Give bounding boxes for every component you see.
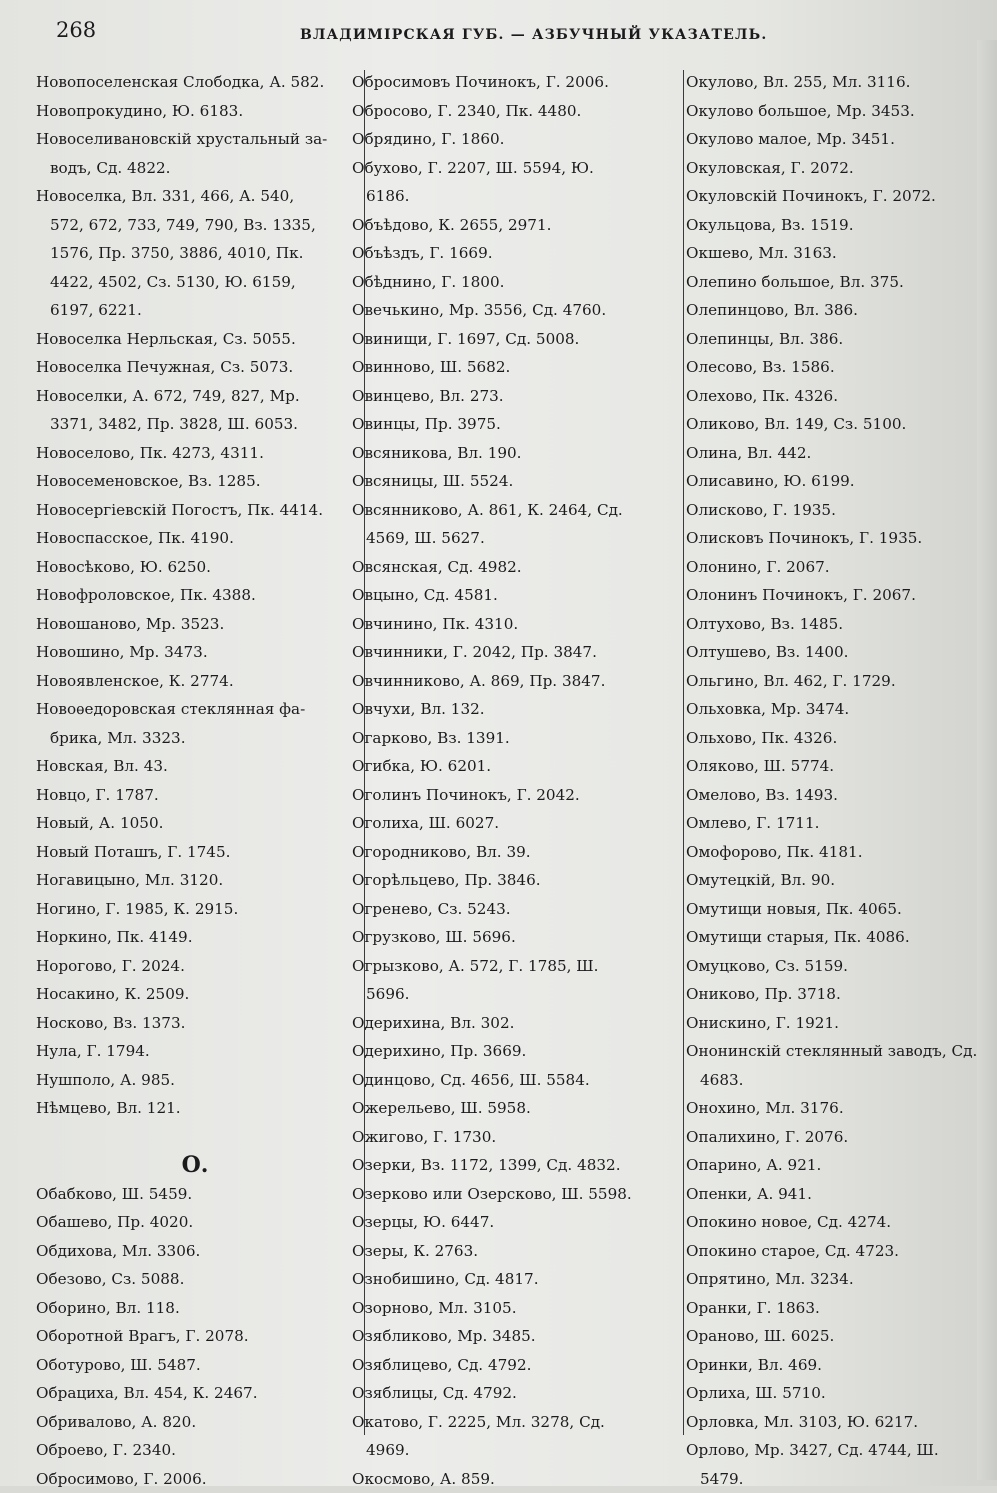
index-entry: Омлево, Г. 1711.: [686, 809, 982, 838]
index-entry: Новосергіевскій Погостъ, Пк. 4414.: [36, 496, 354, 525]
index-entry: Новоѳедоровская стеклянная фа-: [36, 695, 354, 724]
index-entry: Новская, Вл. 43.: [36, 752, 354, 781]
index-entry: Озорново, Мл. 3105.: [352, 1294, 674, 1323]
index-entry: Омофорово, Пк. 4181.: [686, 838, 982, 867]
index-entry: Олесово, Вз. 1586.: [686, 353, 982, 382]
index-entry: Ожерельево, Ш. 5958.: [352, 1094, 674, 1123]
index-entry: Одерихина, Вл. 302.: [352, 1009, 674, 1038]
index-entry: Норкино, Пк. 4149.: [36, 923, 354, 952]
index-entry: Опарино, А. 921.: [686, 1151, 982, 1180]
index-entry: Олехово, Пк. 4326.: [686, 382, 982, 411]
index-entry: Огрызково, А. 572, Г. 1785, Ш.: [352, 952, 674, 981]
index-entry: Объѣдово, К. 2655, 2971.: [352, 211, 674, 240]
index-entry: Олонинъ Починокъ, Г. 2067.: [686, 581, 982, 610]
index-entry: Овинцево, Вл. 273.: [352, 382, 674, 411]
index-entry: Нула, Г. 1794.: [36, 1037, 354, 1066]
running-title: ВЛАДИМІРСКАЯ ГУБ. — АЗБУЧНЫЙ УКАЗАТЕЛЬ.: [300, 27, 767, 43]
index-entry-continuation: 572, 672, 733, 749, 790, Вз. 1335,: [36, 211, 354, 240]
index-entry-continuation: 4969.: [352, 1436, 674, 1465]
index-entry: Окульцова, Вз. 1519.: [686, 211, 982, 240]
index-entry: Овсяникова, Вл. 190.: [352, 439, 674, 468]
index-entry: Окшево, Мл. 3163.: [686, 239, 982, 268]
index-entry: Озерково или Озерсково, Ш. 5598.: [352, 1180, 674, 1209]
index-entry-continuation: 1576, Пр. 3750, 3886, 4010, Пк.: [36, 239, 354, 268]
index-entry: Опрятино, Мл. 3234.: [686, 1265, 982, 1294]
index-entry: Оборотной Врагъ, Г. 2078.: [36, 1322, 354, 1351]
index-entry: Оляково, Ш. 5774.: [686, 752, 982, 781]
index-entry: Ногавицыно, Мл. 3120.: [36, 866, 354, 895]
index-entry: Овчинники, Г. 2042, Пр. 3847.: [352, 638, 674, 667]
index-entry: Олепинцы, Вл. 386.: [686, 325, 982, 354]
column-rule: [683, 70, 684, 1435]
page-header: [0, 14, 997, 54]
index-entry-continuation: водъ, Сд. 4822.: [36, 154, 354, 183]
index-entry: Ожигово, Г. 1730.: [352, 1123, 674, 1152]
index-entry: Омуцково, Сз. 5159.: [686, 952, 982, 981]
index-entry: Орлиха, Ш. 5710.: [686, 1379, 982, 1408]
index-entry: Нушполо, А. 985.: [36, 1066, 354, 1095]
index-entry: Овинново, Ш. 5682.: [352, 353, 674, 382]
index-entry: Обросово, Г. 2340, Пк. 4480.: [352, 97, 674, 126]
index-entry: Орловка, Мл. 3103, Ю. 6217.: [686, 1408, 982, 1437]
index-column-2: [352, 68, 674, 1493]
index-entry-continuation: 4422, 4502, Сз. 5130, Ю. 6159,: [36, 268, 354, 297]
index-entry: Овчухи, Вл. 132.: [352, 695, 674, 724]
index-entry: Озяблицево, Сд. 4792.: [352, 1351, 674, 1380]
index-column-1: [36, 68, 354, 1493]
index-entry: Новопрокудино, Ю. 6183.: [36, 97, 354, 126]
index-entry: Олисковъ Починокъ, Г. 1935.: [686, 524, 982, 553]
index-entry: Ольгино, Вл. 462, Г. 1729.: [686, 667, 982, 696]
index-entry: Окуловская, Г. 2072.: [686, 154, 982, 183]
index-entry: Обухово, Г. 2207, Ш. 5594, Ю.: [352, 154, 674, 183]
index-entry: Окосмово, А. 859.: [352, 1465, 674, 1493]
index-entry: Объѣздъ, Г. 1669.: [352, 239, 674, 268]
index-entry: Опокино новое, Сд. 4274.: [686, 1208, 982, 1237]
index-entry: Олтушево, Вз. 1400.: [686, 638, 982, 667]
page-number: 268: [56, 18, 96, 42]
index-entry: Овинцы, Пр. 3975.: [352, 410, 674, 439]
index-entry: Олонино, Г. 2067.: [686, 553, 982, 582]
index-entry: Озерцы, Ю. 6447.: [352, 1208, 674, 1237]
index-entry: Ононинскій стеклянный заводъ, Сд.: [686, 1037, 982, 1066]
index-entry: Обашево, Пр. 4020.: [36, 1208, 354, 1237]
index-entry: Озяблицы, Сд. 4792.: [352, 1379, 674, 1408]
index-entry: Новосеменовское, Вз. 1285.: [36, 467, 354, 496]
index-entry: Новоявленское, К. 2774.: [36, 667, 354, 696]
index-entry-continuation: 5696.: [352, 980, 674, 1009]
index-entry: Обдихова, Мл. 3306.: [36, 1237, 354, 1266]
index-entry: Обросимовъ Починокъ, Г. 2006.: [352, 68, 674, 97]
index-entry: Огорѣльцево, Пр. 3846.: [352, 866, 674, 895]
index-entry: Обезово, Сз. 5088.: [36, 1265, 354, 1294]
index-entry: Опокино старое, Сд. 4723.: [686, 1237, 982, 1266]
index-entry: Овинищи, Г. 1697, Сд. 5008.: [352, 325, 674, 354]
index-entry: Новоселивановскій хрустальный за-: [36, 125, 354, 154]
index-entry: Орлово, Мр. 3427, Сд. 4744, Ш.: [686, 1436, 982, 1465]
index-entry: Новый Поташъ, Г. 1745.: [36, 838, 354, 867]
index-entry: Обрядино, Г. 1860.: [352, 125, 674, 154]
index-entry-continuation: 5479.: [686, 1465, 982, 1493]
index-entry: Новопоселенская Слободка, А. 582.: [36, 68, 354, 97]
index-entry: Одинцово, Сд. 4656, Ш. 5584.: [352, 1066, 674, 1095]
index-entry: Огарково, Вз. 1391.: [352, 724, 674, 753]
index-entry: Олина, Вл. 442.: [686, 439, 982, 468]
index-entry: Оботурово, Ш. 5487.: [36, 1351, 354, 1380]
index-entry: Носакино, К. 2509.: [36, 980, 354, 1009]
index-entry: Новоселка Печужная, Сз. 5073.: [36, 353, 354, 382]
index-entry: Олтухово, Вз. 1485.: [686, 610, 982, 639]
index-entry: Омутищи новыя, Пк. 4065.: [686, 895, 982, 924]
index-column-3: [686, 68, 982, 1493]
index-entry: Обривалово, А. 820.: [36, 1408, 354, 1437]
index-entry: Олепино большое, Вл. 375.: [686, 268, 982, 297]
index-entry: Омутецкій, Вл. 90.: [686, 866, 982, 895]
index-entry: Новоселово, Пк. 4273, 4311.: [36, 439, 354, 468]
index-entry: Новосѣково, Ю. 6250.: [36, 553, 354, 582]
index-entry: Оринки, Вл. 469.: [686, 1351, 982, 1380]
index-entry: Ногино, Г. 1985, К. 2915.: [36, 895, 354, 924]
index-entry: Овсяницы, Ш. 5524.: [352, 467, 674, 496]
index-entry: Огородниково, Вл. 39.: [352, 838, 674, 867]
index-entry: Омелово, Вз. 1493.: [686, 781, 982, 810]
index-entry: Новошаново, Мр. 3523.: [36, 610, 354, 639]
section-letter: О.: [36, 1151, 354, 1180]
index-entry: Новоселка Нерльская, Сз. 5055.: [36, 325, 354, 354]
index-entry-continuation: 4569, Ш. 5627.: [352, 524, 674, 553]
index-entry-continuation: 6197, 6221.: [36, 296, 354, 325]
index-entry: Омутищи старыя, Пк. 4086.: [686, 923, 982, 952]
index-entry: Овчинниково, А. 869, Пр. 3847.: [352, 667, 674, 696]
index-entry-continuation: 4683.: [686, 1066, 982, 1095]
index-entry: Ораново, Ш. 6025.: [686, 1322, 982, 1351]
index-entry: Огибка, Ю. 6201.: [352, 752, 674, 781]
index-entry: Оголинъ Починокъ, Г. 2042.: [352, 781, 674, 810]
index-entry: Ольховка, Мр. 3474.: [686, 695, 982, 724]
index-entry: Норогово, Г. 2024.: [36, 952, 354, 981]
index-entry: Овечькино, Мр. 3556, Сд. 4760.: [352, 296, 674, 325]
index-entry: Овчинино, Пк. 4310.: [352, 610, 674, 639]
index-entry: Овцыно, Сд. 4581.: [352, 581, 674, 610]
index-entry: Новоселка, Вл. 331, 466, А. 540,: [36, 182, 354, 211]
index-entry: Обрациха, Вл. 454, К. 2467.: [36, 1379, 354, 1408]
index-entry: Оликово, Вл. 149, Сз. 5100.: [686, 410, 982, 439]
index-entry: Озеры, К. 2763.: [352, 1237, 674, 1266]
index-entry: Озябликово, Мр. 3485.: [352, 1322, 674, 1351]
index-entry: Ознобишино, Сд. 4817.: [352, 1265, 674, 1294]
index-entry: Опалихино, Г. 2076.: [686, 1123, 982, 1152]
index-entry: Новцо, Г. 1787.: [36, 781, 354, 810]
index-entry: Обабково, Ш. 5459.: [36, 1180, 354, 1209]
index-entry: Новошино, Мр. 3473.: [36, 638, 354, 667]
index-entry-continuation: брика, Мл. 3323.: [36, 724, 354, 753]
index-entry: Олепинцово, Вл. 386.: [686, 296, 982, 325]
index-entry: Оголиха, Ш. 6027.: [352, 809, 674, 838]
index-entry: Ониково, Пр. 3718.: [686, 980, 982, 1009]
index-entry: Ольхово, Пк. 4326.: [686, 724, 982, 753]
index-entry: Окулово малое, Мр. 3451.: [686, 125, 982, 154]
index-entry: Окулово большое, Мр. 3453.: [686, 97, 982, 126]
index-entry: Новоселки, А. 672, 749, 827, Мр.: [36, 382, 354, 411]
index-entry: Озерки, Вз. 1172, 1399, Сд. 4832.: [352, 1151, 674, 1180]
index-entry: Опенки, А. 941.: [686, 1180, 982, 1209]
index-entry: Огрузково, Ш. 5696.: [352, 923, 674, 952]
index-entry: Овсянская, Сд. 4982.: [352, 553, 674, 582]
index-entry: Оброево, Г. 2340.: [36, 1436, 354, 1465]
index-entry-continuation: 3371, 3482, Пр. 3828, Ш. 6053.: [36, 410, 354, 439]
index-entry: Оборино, Вл. 118.: [36, 1294, 354, 1323]
index-entry: Новоспасское, Пк. 4190.: [36, 524, 354, 553]
index-entry: Огренево, Сз. 5243.: [352, 895, 674, 924]
index-entry: Окуловскій Починокъ, Г. 2072.: [686, 182, 982, 211]
index-entry: Онохино, Мл. 3176.: [686, 1094, 982, 1123]
index-entry: Новофроловское, Пк. 4388.: [36, 581, 354, 610]
index-entry: Нѣмцево, Вл. 121.: [36, 1094, 354, 1123]
index-entry: Обѣднино, Г. 1800.: [352, 268, 674, 297]
index-entry-continuation: 6186.: [352, 182, 674, 211]
index-entry: Окатово, Г. 2225, Мл. 3278, Сд.: [352, 1408, 674, 1437]
index-entry: Окулово, Вл. 255, Мл. 3116.: [686, 68, 982, 97]
index-entry: Овсянниково, А. 861, К. 2464, Сд.: [352, 496, 674, 525]
index-entry: Олисково, Г. 1935.: [686, 496, 982, 525]
section-spacer: [36, 1123, 354, 1152]
index-entry: Одерихино, Пр. 3669.: [352, 1037, 674, 1066]
index-entry: Новый, А. 1050.: [36, 809, 354, 838]
index-entry: Обросимово, Г. 2006.: [36, 1465, 354, 1493]
index-entry: Оранки, Г. 1863.: [686, 1294, 982, 1323]
index-entry: Олисавино, Ю. 6199.: [686, 467, 982, 496]
index-entry: Онискино, Г. 1921.: [686, 1009, 982, 1038]
index-entry: Носково, Вз. 1373.: [36, 1009, 354, 1038]
